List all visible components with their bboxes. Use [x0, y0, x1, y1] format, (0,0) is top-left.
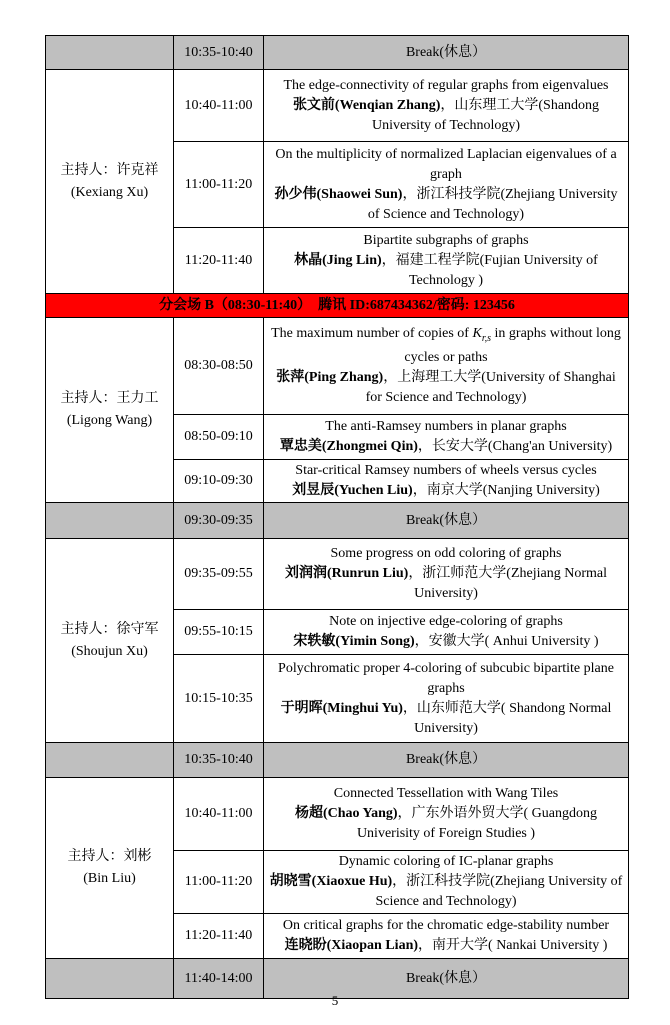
- chair-cell: [46, 318, 174, 503]
- talk-time: 11:20-11:40: [174, 914, 264, 959]
- break-row: [46, 36, 629, 70]
- talk-authors: [268, 185, 624, 225]
- talk-affiliation: ，福建工程学院(Fujian University of Technology ): [381, 252, 598, 288]
- math-subscript: r,s: [481, 332, 492, 344]
- talk-authors: [268, 251, 624, 291]
- talk-cell: [264, 914, 629, 959]
- talk-author: 杨超(Chao Yang): [294, 806, 398, 821]
- talk-cell: [264, 778, 629, 851]
- talk-title: Connected Tessellation with Wang Tiles: [333, 786, 559, 801]
- talk-cell: [264, 610, 629, 655]
- talk-time: 10:40-11:00: [174, 70, 264, 142]
- talk-author: 孙少伟(Shaowei Sun): [274, 186, 403, 202]
- talk-author: 张萍(Ping Zhang): [276, 370, 384, 386]
- talk-cell: [264, 70, 629, 142]
- break-empty-cell: [46, 36, 174, 70]
- talk-time: 09:10-09:30: [174, 460, 264, 503]
- break-time: 10:35-10:40: [174, 743, 264, 778]
- talk-affiliation: ，山东师范大学( Shandong Normal University): [402, 700, 612, 736]
- talk-time: 09:55-10:15: [174, 610, 264, 655]
- talk-authors: [268, 96, 624, 136]
- chair-cell: [46, 70, 174, 294]
- program-table: [45, 35, 629, 999]
- talk-title: [268, 324, 624, 369]
- talk-author: 连晓盼(Xiaopan Lian): [284, 938, 419, 953]
- break-time: 11:40-14:00: [174, 959, 264, 999]
- title-text: The maximum number of copies of: [271, 325, 473, 341]
- chair-name-en: (Bin Liu): [83, 871, 136, 886]
- talk-title: The anti-Ramsey numbers in planar graphs: [325, 419, 567, 434]
- talk-affiliation: ，安徽大学( Anhui University ): [414, 634, 599, 649]
- title-text: in graphs without long cycles or paths: [404, 325, 621, 366]
- talk-cell: [264, 460, 629, 503]
- talk-authors: [268, 564, 624, 604]
- page-number: 5: [331, 993, 339, 1008]
- session-b-banner-row: [46, 294, 629, 318]
- talk-row: [46, 778, 629, 851]
- session-b-banner: 分会场 B（08:30-11:40） 腾讯 ID:687434362/密码: 123456: [46, 294, 629, 318]
- talk-affiliation: ，山东理工大学(Shandong University of Technology): [371, 97, 600, 133]
- talk-cell: [264, 415, 629, 460]
- talk-affiliation: ，广东外语外贸大学( Guangdong Univerisity of Foreign Studies ): [356, 806, 598, 841]
- talk-row: [46, 70, 629, 142]
- talk-title: Bipartite subgraphs of graphs: [363, 232, 529, 248]
- talk-cell: [264, 318, 629, 415]
- break-label: Break(休息）: [264, 503, 629, 539]
- break-label: Break(休息）: [264, 36, 629, 70]
- chair-name-cn: 主持人：许克祥: [60, 162, 159, 178]
- talk-title: Note on injective edge-coloring of graphs: [329, 614, 563, 629]
- talk-cell: [264, 539, 629, 610]
- talk-time: 11:20-11:40: [174, 228, 264, 294]
- talk-cell: [264, 655, 629, 743]
- talk-cell: [264, 228, 629, 294]
- chair-name-cn: 主持人：王力工: [60, 391, 159, 406]
- talk-time: 09:35-09:55: [174, 539, 264, 610]
- talk-time: 08:30-08:50: [174, 318, 264, 415]
- talk-title: On critical graphs for the chromatic edge-stability number: [282, 918, 610, 933]
- talk-author: 覃忠美(Zhongmei Qin): [279, 439, 418, 454]
- chair-cell: [46, 778, 174, 959]
- break-time: 10:35-10:40: [174, 36, 264, 70]
- talk-title: Polychromatic proper 4-coloring of subcubic bipartite plane graphs: [278, 660, 614, 696]
- chair-name-en: (Ligong Wang): [66, 413, 153, 428]
- talk-title: Some progress on odd coloring of graphs: [330, 546, 562, 561]
- talk-time: 11:00-11:20: [174, 142, 264, 228]
- break-row: [46, 743, 629, 778]
- talk-time: 10:15-10:35: [174, 655, 264, 743]
- talk-affiliation: ，上海理工大学(University of Shanghai for Science and Technology): [365, 370, 616, 406]
- talk-author: 胡晓雪(Xiaoxue Hu): [269, 874, 393, 889]
- talk-author: 刘润润(Runrun Liu): [285, 566, 409, 581]
- break-label: Break(休息）: [264, 959, 629, 999]
- chair-name-en: (Shoujun Xu): [71, 643, 148, 659]
- break-empty-cell: [46, 503, 174, 539]
- talk-affiliation: ，浙江科技学院(Zhejiang University of Science and Technology): [367, 186, 618, 222]
- talk-time: 10:40-11:00: [174, 778, 264, 851]
- talk-row: [46, 539, 629, 610]
- break-time: 09:30-09:35: [174, 503, 264, 539]
- talk-title: On the multiplicity of normalized Laplacian eigenvalues of a graph: [275, 146, 617, 182]
- talk-affiliation: ，南京大学(Nanjing University): [412, 483, 600, 498]
- chair-name-cn: 主持人：刘彬: [67, 849, 152, 864]
- math-variable: K: [472, 325, 482, 341]
- break-label: Break(休息）: [264, 743, 629, 778]
- talk-authors: [268, 804, 624, 844]
- talk-title: Dynamic coloring of IC-planar graphs: [338, 854, 554, 869]
- talk-author: 于明晖(Minghui Yu): [280, 700, 403, 716]
- break-row: [46, 503, 629, 539]
- talk-authors: [268, 632, 624, 652]
- talk-author: 宋轶敏(Yimin Song): [293, 634, 415, 649]
- talk-affiliation: ，长安大学(Chang'an University): [417, 439, 613, 454]
- talk-affiliation: ，南开大学( Nankai University ): [418, 938, 608, 953]
- talk-cell: [264, 851, 629, 914]
- talk-authors: [268, 936, 624, 956]
- talk-cell: [264, 142, 629, 228]
- talk-title: Star-critical Ramsey numbers of wheels versus cycles: [295, 463, 597, 478]
- talk-affiliation: ，浙江科技学院(Zhejiang University of Science and Technology): [375, 874, 623, 909]
- talk-author: 林晶(Jing Lin): [294, 252, 382, 268]
- talk-authors: [268, 368, 624, 408]
- chair-name-cn: 主持人：徐守军: [60, 621, 159, 637]
- talk-time: 08:50-09:10: [174, 415, 264, 460]
- talk-affiliation: ，浙江师范大学(Zhejiang Normal University): [408, 566, 607, 601]
- talk-title: The edge-connectivity of regular graphs from eigenvalues: [283, 77, 609, 93]
- talk-authors: [268, 872, 624, 912]
- break-empty-cell: [46, 743, 174, 778]
- talk-author: 张文前(Wenqian Zhang): [292, 97, 441, 113]
- talk-row: [46, 318, 629, 415]
- talk-authors: [268, 481, 624, 501]
- talk-authors: [268, 699, 624, 739]
- talk-authors: [268, 437, 624, 457]
- chair-name-en: (Kexiang Xu): [70, 184, 149, 200]
- talk-author: 刘昱辰(Yuchen Liu): [292, 483, 413, 498]
- chair-cell: [46, 539, 174, 743]
- talk-time: 11:00-11:20: [174, 851, 264, 914]
